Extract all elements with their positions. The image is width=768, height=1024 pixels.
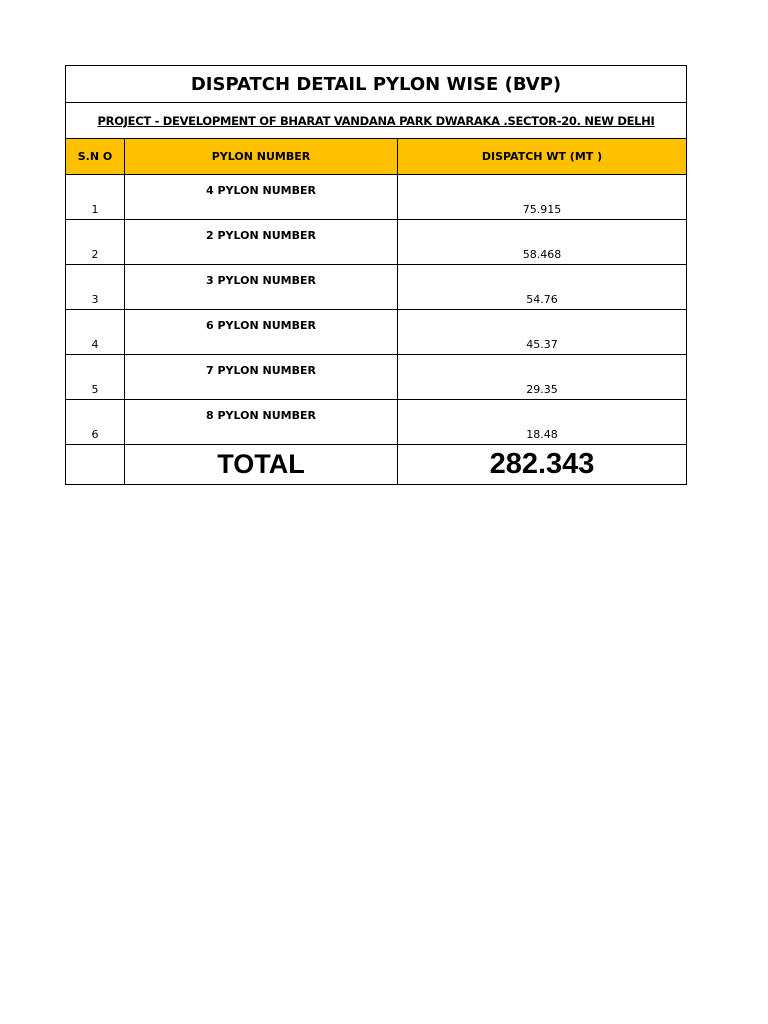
row-sno: 6	[66, 400, 125, 445]
document-title: DISPATCH DETAIL PYLON WISE (BVP)	[66, 66, 687, 103]
row-weight: 58.468	[398, 220, 687, 265]
row-pylon: 2 PYLON NUMBER	[125, 220, 398, 265]
total-value: 282.343	[398, 445, 687, 485]
title-row	[66, 66, 687, 103]
total-label: TOTAL	[125, 445, 398, 485]
table-header-row	[66, 139, 687, 175]
table-row	[66, 310, 687, 355]
table-row	[66, 355, 687, 400]
row-sno: 1	[66, 175, 125, 220]
row-pylon: 6 PYLON NUMBER	[125, 310, 398, 355]
project-name: PROJECT - DEVELOPMENT OF BHARAT VANDANA PARK DWARAKA .SECTOR-20. NEW DELHI	[66, 103, 687, 139]
column-header-sno: S.N O	[66, 139, 125, 175]
project-row	[66, 103, 687, 139]
row-sno: 3	[66, 265, 125, 310]
row-pylon: 8 PYLON NUMBER	[125, 400, 398, 445]
column-header-pylon: PYLON NUMBER	[125, 139, 398, 175]
row-sno: 2	[66, 220, 125, 265]
total-row	[66, 445, 687, 485]
row-weight: 29.35	[398, 355, 687, 400]
row-weight: 45.37	[398, 310, 687, 355]
column-header-weight: DISPATCH WT (MT )	[398, 139, 687, 175]
row-pylon: 3 PYLON NUMBER	[125, 265, 398, 310]
row-sno: 5	[66, 355, 125, 400]
row-pylon: 7 PYLON NUMBER	[125, 355, 398, 400]
row-weight: 18.48	[398, 400, 687, 445]
table-row	[66, 265, 687, 310]
total-empty-cell	[66, 445, 125, 485]
row-weight: 54.76	[398, 265, 687, 310]
row-pylon: 4 PYLON NUMBER	[125, 175, 398, 220]
row-sno: 4	[66, 310, 125, 355]
table-row	[66, 175, 687, 220]
table-row	[66, 220, 687, 265]
dispatch-table	[65, 65, 687, 485]
table-row	[66, 400, 687, 445]
row-weight: 75.915	[398, 175, 687, 220]
